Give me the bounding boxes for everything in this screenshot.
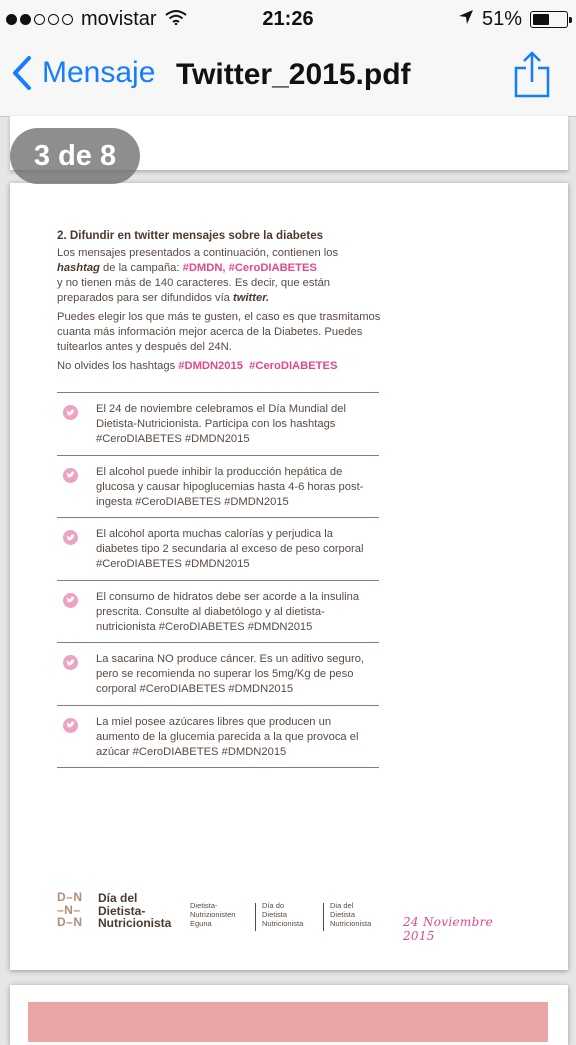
carrier-name: movistar: [81, 8, 157, 30]
subtitle-line: Día do: [262, 901, 285, 910]
logo-title: [98, 892, 171, 930]
tweet-item: [57, 581, 379, 644]
subtitle-line: Nutrizionisten: [190, 910, 236, 919]
tweet-text: El alcohol aporta muchas calorías y perjudica la diabetes tipo 2 secundaria al exceso de peso corporal #CeroDIABETES #DMDN2015: [96, 528, 364, 570]
intro-text-a: Los mensajes presentados a continuación, contienen los: [57, 247, 339, 259]
twitter-bird-icon: [63, 593, 78, 608]
subtitle-line: Dietista: [262, 910, 288, 919]
subtitle-line: Dietista: [330, 910, 356, 919]
status-right: [458, 8, 568, 31]
page-indicator: 3 de 8: [10, 128, 140, 184]
pdf-page[interactable]: [10, 183, 568, 970]
twitter-bird-icon: [63, 718, 78, 733]
intro-text-c: de la campaña:: [99, 262, 183, 274]
catalan-subtitle: [330, 901, 371, 928]
intro-paragraph: [57, 246, 387, 306]
hashtag-cerodiabetes: #CeroDIABETES: [228, 262, 317, 274]
basque-subtitle: [190, 901, 235, 928]
tweet-item: [57, 393, 379, 456]
tweet-text: La sacarina NO produce cáncer. Es un aditivo seguro, pero se recomienda no superar los 5mg/Kg de peso corporal #CeroDIABETES #DMDN2015: [96, 653, 365, 695]
back-label: Mensaje: [42, 56, 156, 89]
subtitle-line: Dietista-: [190, 901, 218, 910]
status-bar: [0, 0, 576, 38]
logo-line: D–N: [57, 915, 83, 929]
hashtag-separator: ,: [222, 262, 229, 274]
intro-text-d: y no tienen más de 140 caracteres. Es decir, que están preparados para ser difundidos vía: [57, 277, 331, 304]
clock: 21:26: [262, 8, 314, 30]
subtitle-line: Dia del: [330, 901, 354, 910]
hashtags-reminder: [57, 359, 387, 374]
twitter-bird-icon: [63, 405, 78, 420]
location-arrow-icon: [458, 8, 474, 31]
hashtag-word: hashtag: [57, 262, 100, 274]
tweet-text: La miel posee azúcares libres que producen un aumento de la glucemia parecida a la que provoca el azúcar #CeroDIABETES #DMDN2015: [96, 715, 359, 758]
tweet-item: [57, 643, 379, 706]
event-date: 24 Noviembre 2015: [403, 915, 494, 943]
tweet-text: El consumo de hidratos debe ser acorde a la insulina prescrita. Consulte al diabetólogo y al dietista-nutricionista #CeroDIABETES #DMDN2015: [96, 590, 360, 633]
tweet-list: [57, 392, 379, 768]
tweet-item: [57, 706, 379, 769]
page-text: [57, 228, 387, 378]
section-heading: 2. Difundir en twitter mensajes sobre la diabetes: [57, 229, 324, 242]
document-title: Twitter_2015.pdf: [176, 58, 411, 91]
tweet-text: El 24 de noviembre celebramos el Día Mundial del Dietista-Nutricionista. Participa con los hashtags #CeroDIABETES #DMDN2015: [96, 403, 346, 445]
hashtag-cerodiabetes-2: #CeroDIABETES: [249, 360, 338, 372]
twitter-bird-icon: [63, 655, 78, 670]
next-page[interactable]: [10, 985, 568, 1045]
twitter-bird-icon: [63, 468, 78, 483]
chevron-left-icon: [12, 56, 32, 90]
reminder-text: No olvides los hashtags: [57, 360, 179, 372]
logo-title-line: Dietista-: [98, 903, 146, 918]
share-icon: [514, 50, 550, 98]
subtitle-line: Nutricionista: [330, 919, 372, 928]
divider: [255, 903, 256, 931]
twitter-bird-icon: [63, 530, 78, 545]
battery-percent: 51%: [481, 8, 522, 30]
choose-paragraph: Puedes elegir los que más te gusten, el caso es que trasmitamos cuanta más información mejor acerca de la Diabetes. Puedes tuitearlos antes y después del 24N.: [57, 311, 381, 353]
logo-title-line: Nutricionista: [98, 916, 172, 930]
logo-title-line: Día del: [98, 891, 138, 905]
subtitle-line: Eguna: [190, 919, 212, 928]
twitter-word: twitter.: [233, 292, 270, 304]
page-footer: [57, 890, 517, 943]
battery-icon: [530, 11, 568, 28]
logo-line: D–N: [57, 890, 83, 904]
logo-line: –N–: [57, 902, 81, 917]
subtitle-line: Nutricionista: [262, 919, 304, 928]
share-button[interactable]: [514, 50, 550, 103]
next-page-image: [28, 1002, 548, 1042]
galician-subtitle: [262, 901, 303, 928]
navigation-bar: [0, 38, 576, 117]
divider: [323, 903, 324, 931]
tweet-text: El alcohol puede inhibir la producción hepática de glucosa y causar hipoglucemias hasta 4-6 horas post-ingesta #CeroDIABETES #DMDN2015: [96, 465, 364, 508]
hashtag-dmdn: #DMDN: [182, 262, 223, 274]
tweet-item: [57, 518, 379, 581]
back-button[interactable]: [12, 56, 155, 90]
hashtag-dmdn2015: #DMDN2015: [178, 360, 243, 372]
tweet-item: [57, 456, 379, 519]
dmdn-logo-mark: [57, 891, 83, 929]
